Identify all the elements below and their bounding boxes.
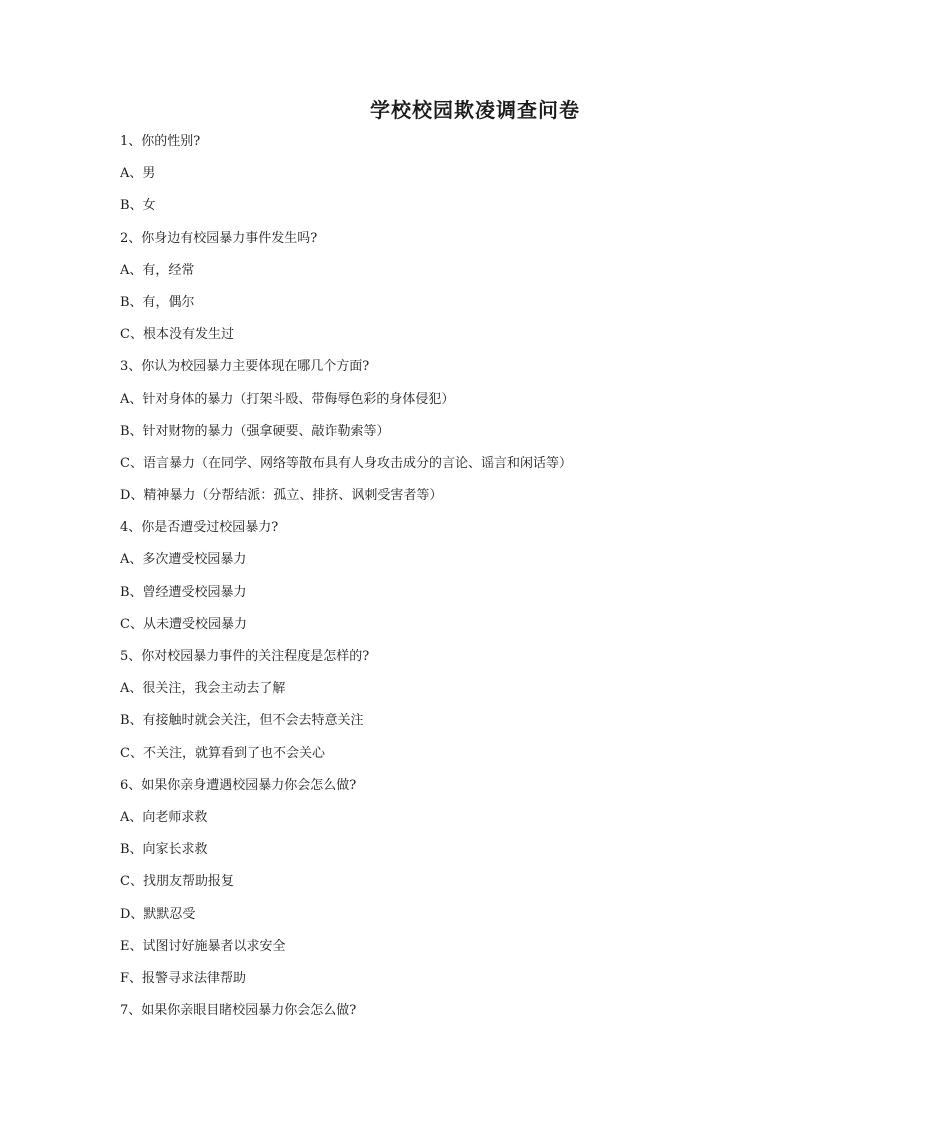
question-text: 4、你是否遭受过校园暴力? — [120, 520, 279, 536]
option-text: D、精神暴力（分帮结派：孤立、排挤、讽刺受害者等） — [120, 488, 443, 504]
option-text: B、女 — [120, 198, 156, 214]
option-text: E、试图讨好施暴者以求安全 — [120, 938, 286, 954]
option-text: C、找朋友帮助报复 — [120, 874, 234, 890]
option-text: C、根本没有发生过 — [120, 327, 234, 343]
option-text: C、从未遭受校园暴力 — [120, 616, 247, 632]
option-text: D、默默忍受 — [120, 906, 196, 922]
document-title: 学校校园欺凌调查问卷 — [370, 98, 580, 122]
option-text: F、报警寻求法律帮助 — [120, 970, 247, 986]
option-text: C、不关注，就算看到了也不会关心 — [120, 745, 325, 761]
question-text: 5、你对校园暴力事件的关注程度是怎样的? — [120, 649, 370, 664]
option-text: C、语言暴力（在同学、网络等散布具有人身攻击成分的言论、谣言和闲话等） — [120, 455, 572, 471]
option-text: A、多次遭受校园暴力 — [120, 552, 247, 568]
question-text: 2、你身边有校园暴力事件发生吗? — [120, 230, 318, 246]
question-list — [120, 130, 840, 1031]
option-text: B、有接触时就会关注，但不会去特意关注 — [120, 713, 364, 729]
question-text: 7、如果你亲眼目睹校园暴力你会怎么做? — [120, 1003, 357, 1019]
option-text: A、很关注，我会主动去了解 — [120, 681, 286, 697]
option-text: B、向家长求救 — [120, 842, 208, 858]
option-text: A、针对身体的暴力（打架斗殴、带侮辱色彩的身体侵犯） — [120, 391, 455, 407]
question-text: 6、如果你亲身遭遇校园暴力你会怎么做? — [120, 777, 357, 793]
option-text: A、男 — [120, 166, 156, 182]
option-text: B、有，偶尔 — [120, 294, 195, 310]
question-text: 3、你认为校园暴力主要体现在哪几个方面? — [120, 359, 370, 375]
option-text: B、曾经遭受校园暴力 — [120, 584, 247, 600]
option-text: A、有，经常 — [120, 262, 195, 278]
question-text: 1、你的性别? — [120, 134, 201, 149]
option-text: B、针对财物的暴力（强拿硬要、敲诈勒索等） — [120, 423, 390, 439]
option-text: A、向老师求救 — [120, 809, 208, 825]
